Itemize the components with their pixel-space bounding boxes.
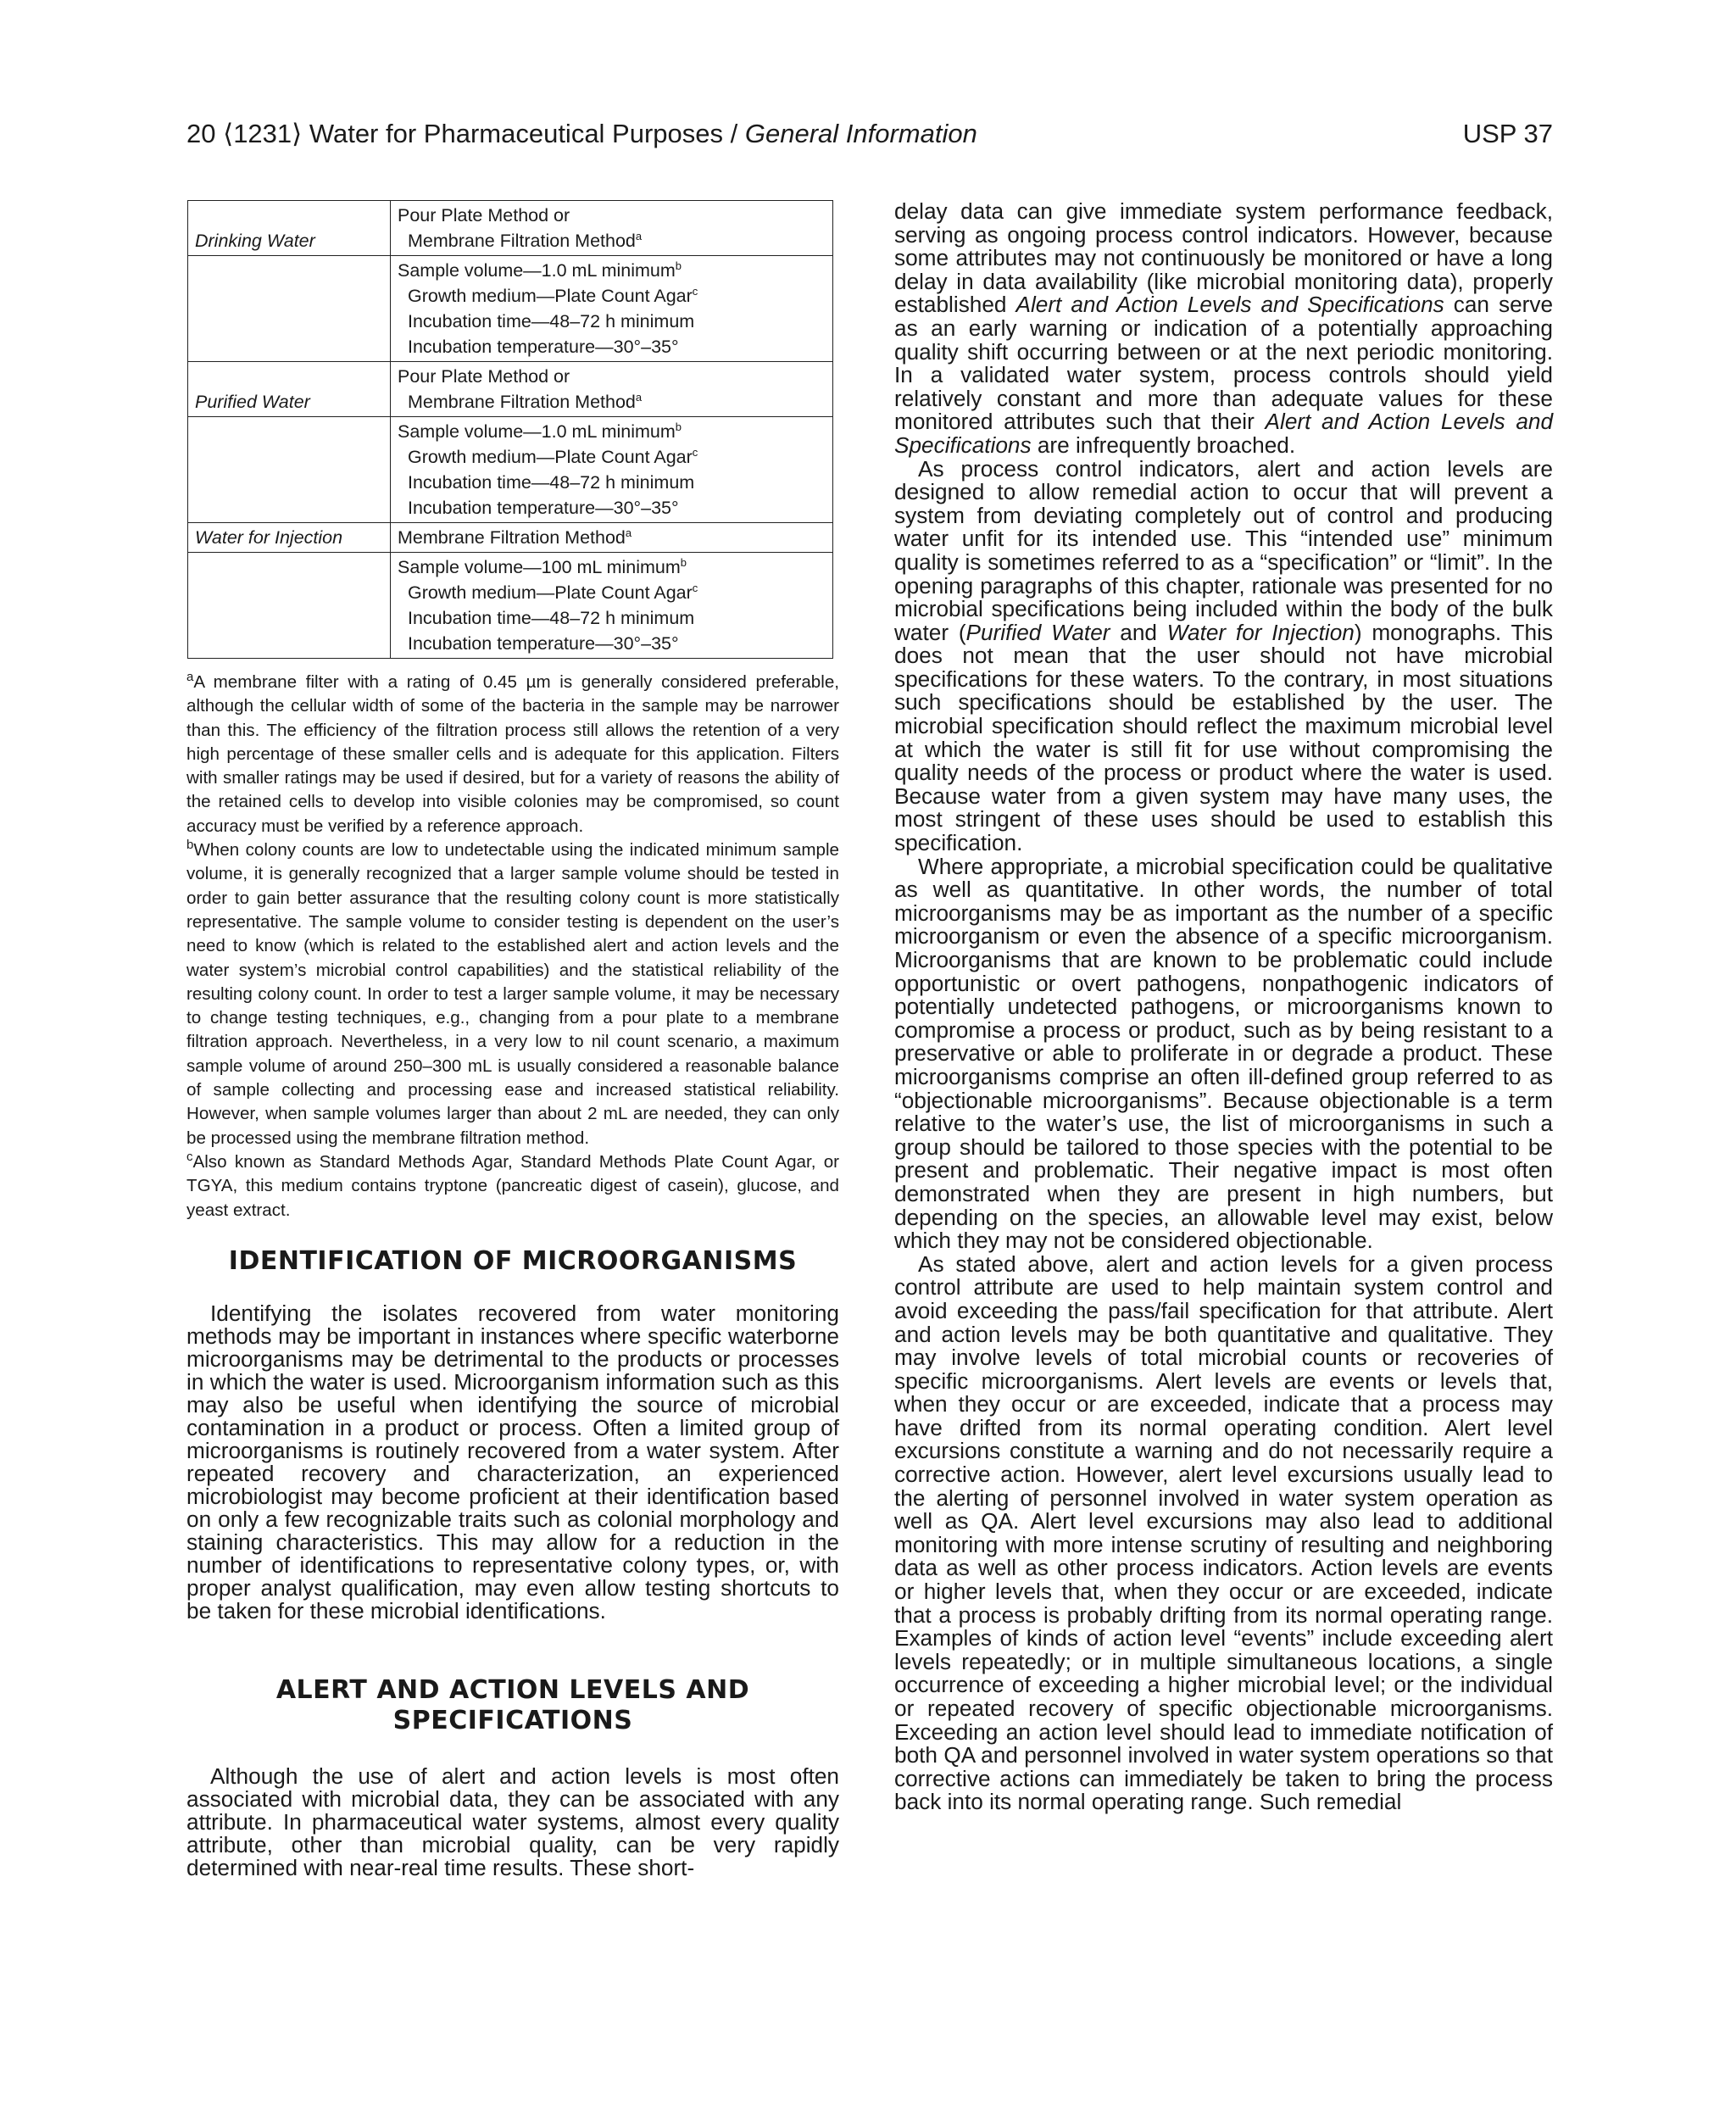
paragraph: As process control indicators, alert and action levels are designed to allow remedial action to occur that will prevent a system from deviating completely out of control and producing water unfit for its intended use. This “intended use” minimum quality is sometimes referred to as a “specification” or “limit”. In the opening paragraphs of this chapter, rationale was presented for no microbial specifications being included within the body of the bulk water (Purified Water and Water for Injection) monographs. This does not mean that the user should not have microbial specifications for these waters. To the contrary, in most situations such specifications should be established by the user. The microbial specification should reflect the maximum microbial level at which the water is still fit for use without compromising the quality needs of the process or product where the water is used. Because water from a given system may have many uses, the most stringent of these uses should be used to establish this specification. [894,455,1553,856]
table-row [188,362,833,417]
alert-action-paragraph: Although the use of alert and action levels is most often associated with microbial data, they can be associated with any attribute. In pharmaceutical water systems, almost every quality attribute, other than microbial quality, can be very rapidly determined with near-real time results. These short- [186,1763,839,1880]
running-head-right: USP 37 [1462,119,1553,148]
method-cell: Membrane Filtration Method$^a$ [391,523,833,553]
table-row [188,523,833,553]
methods-table [187,200,833,659]
method-cell: Pour Plate Method or Membrane Filtration Method$^a$ [391,201,833,256]
paragraph: delay data can give immediate system performance feedback, serving as ongoing process control indicators. However, because some attributes may not continuously be monitored or have a long delay in data availability (like microbial monitoring data), properly established Alert and Action Levels and Specifications can serve as an early warning or indication of a potentially approaching quality shift occurring between or at the next periodic monitoring. In a validated water system, process controls should yield relatively constant and more than adequate values for these monitored attributes such that their Alert and Action Levels and Specifications are infrequently broached. [894,198,1554,458]
left-column [186,200,839,1880]
running-head [186,119,1553,153]
identification-heading: IDENTIFICATION OF MICROORGANISMS [228,1245,798,1276]
running-head-left: 20 ⟨1231⟩ Water for Pharmaceutical Purposes / General Information [186,119,977,148]
water-type-cell: Drinking Water [188,201,391,256]
table-row [188,201,833,256]
method-cell: Pour Plate Method or Membrane Filtration Method$^a$ [391,362,833,417]
alert-action-heading: ALERT AND ACTION LEVELS AND SPECIFICATIONS [275,1674,750,1735]
parameters-cell: Sample volume—1.0 mL minimum$^b$ Growth medium—Plate Count Agar$^c$ Incubation time—48–72 h minimum Incubation temperature—30°–35° [391,256,833,362]
water-type-cell: Purified Water [188,362,391,417]
parameters-cell: Sample volume—1.0 mL minimum$^b$ Growth medium—Plate Count Agar$^c$ Incubation time—48–72 h minimum Incubation temperature—30°–35° [391,417,833,523]
paragraph: Where appropriate, a microbial specification could be qualitative as well as quantitative. In other words, the number of total microorganisms may be as important as the number of a specific microorganism or even the absence of a specific microorganism. Microorganisms that are known to be problematic could include opportunistic or overt pathogens, nonpathogenic indicators of potentially undetected pathogens, or microorganisms known to compromise a process or product, such as by being resistant to a preservative or able to proliferate in or degrade a product. These microorganisms comprise an often ill-defined group referred to as “objectionable microorganisms”. Because objectionable is a term relative to the water’s use, the list of microorganisms in such a group should be tailored to those species with the potential to be present and problematic. Their negative impact is most often demonstrated when they are present in high numbers, but depending on the species, an allowable level may exist, below which they may not be considered objectionable. [894,853,1553,1254]
water-type-cell: Water for Injection [188,523,391,553]
right-column [894,200,1553,1814]
table-footnotes [186,671,839,1223]
identification-paragraph: Identifying the isolates recovered from water monitoring methods may be important in instances where specific waterborne microorganisms may be detrimental to the products or processes in which the water is used. Microorganism information such as this may also be useful when identifying the source of microbial contamination in a product or process. Often a limited group of microorganisms is routinely recovered from a water system. After repeated recovery and characterization, an experienced microbiologist may become proficient at their identification based on only a few recognizable traits such as colonial morphology and staining characteristics. This may allow for a reduction in the number of identifications to representative colony types, or, with proper analyst qualification, may even allow testing shortcuts to be taken for these microbial identifications. [186,1300,839,1624]
parameters-cell: Sample volume—100 mL minimum$^b$ Growth medium—Plate Count Agar$^c$ Incubation time—48–72 h minimum Incubation temperature—30°–35° [391,553,833,659]
table-row [188,417,833,523]
table-row [188,256,833,362]
footnote-b: $^b$When colony counts are low to undetectable using the indicated minimum sample volume, it is generally recognized that a larger sample volume should be tested in order to gain better assurance that the resulting colony count is more statistically representative. The sample volume to consider testing is dependent on the user’s need to know (which is related to the established alert and action levels and the water system’s microbial control capabilities) and the statistical reliability of the resulting colony count. In order to test a larger sample volume, it may be necessary to change testing techniques, e.g., changing from a pour plate to a membrane filtration approach. Nevertheless, in a very low to nil count scenario, a maximum sample volume of around 250–300 mL is usually considered a reasonable balance of sample collecting and processing ease and increased statistical reliability. However, when sample volumes larger than about 2 mL are needed, they can only be processed using the membrane filtration method. [186,838,839,1148]
footnote-a: $^a$A membrane filter with a rating of 0.45 µm is generally considered preferable, although the cellular width of some of the bacteria in the sample may be narrower than this. The efficiency of the filtration process still allows the retention of a very high percentage of these smaller cells and is adequate for this application. Filters with smaller ratings may be used if desired, but for a variety of reasons the ability of the retained cells to develop into visible colonies may be compromised, so count accuracy must be verified by a reference approach. [186,670,839,836]
footnote-c: $^c$Also known as Standard Methods Agar, Standard Methods Plate Count Agar, or TGYA, this medium contains tryptone (pancreatic digest of casein), glucose, and yeast extract. [186,1150,839,1220]
table-row [188,553,833,659]
paragraph: As stated above, alert and action levels for a given process control attribute are used to help maintain system control and avoid exceeding the pass/fail specification for that attribute. Alert and action levels may be both quantitative and qualitative. They may involve levels of total microbial counts or recoveries of specific microorganisms. Alert levels are events or levels that, when they occur or are exceeded, indicate that a process may have drifted from its normal operating condition. Alert level excursions constitute a warning and do not necessarily require a corrective action. However, alert level excursions usually lead to the alerting of personnel involved in water system operation as well as QA. Alert level excursions may also lead to additional monitoring with more intense scrutiny of resulting and neighboring data as well as other process indicators. Action levels are events or higher levels that, when they occur or are exceeded, indicate that a process is probably drifting from its normal operating range. Examples of kinds of action level “events” include exceeding alert levels repeatedly; or in multiple simultaneous locations, a single occurrence of exceeding a higher microbial level; or the individual or repeated recovery of specific objectionable microorganisms. Exceeding an action level should lead to immediate notification of both QA and personnel involved in water system operations so that corrective actions can immediately be taken to bring the process back into its normal operating range. Such remedial [894,1250,1553,1815]
